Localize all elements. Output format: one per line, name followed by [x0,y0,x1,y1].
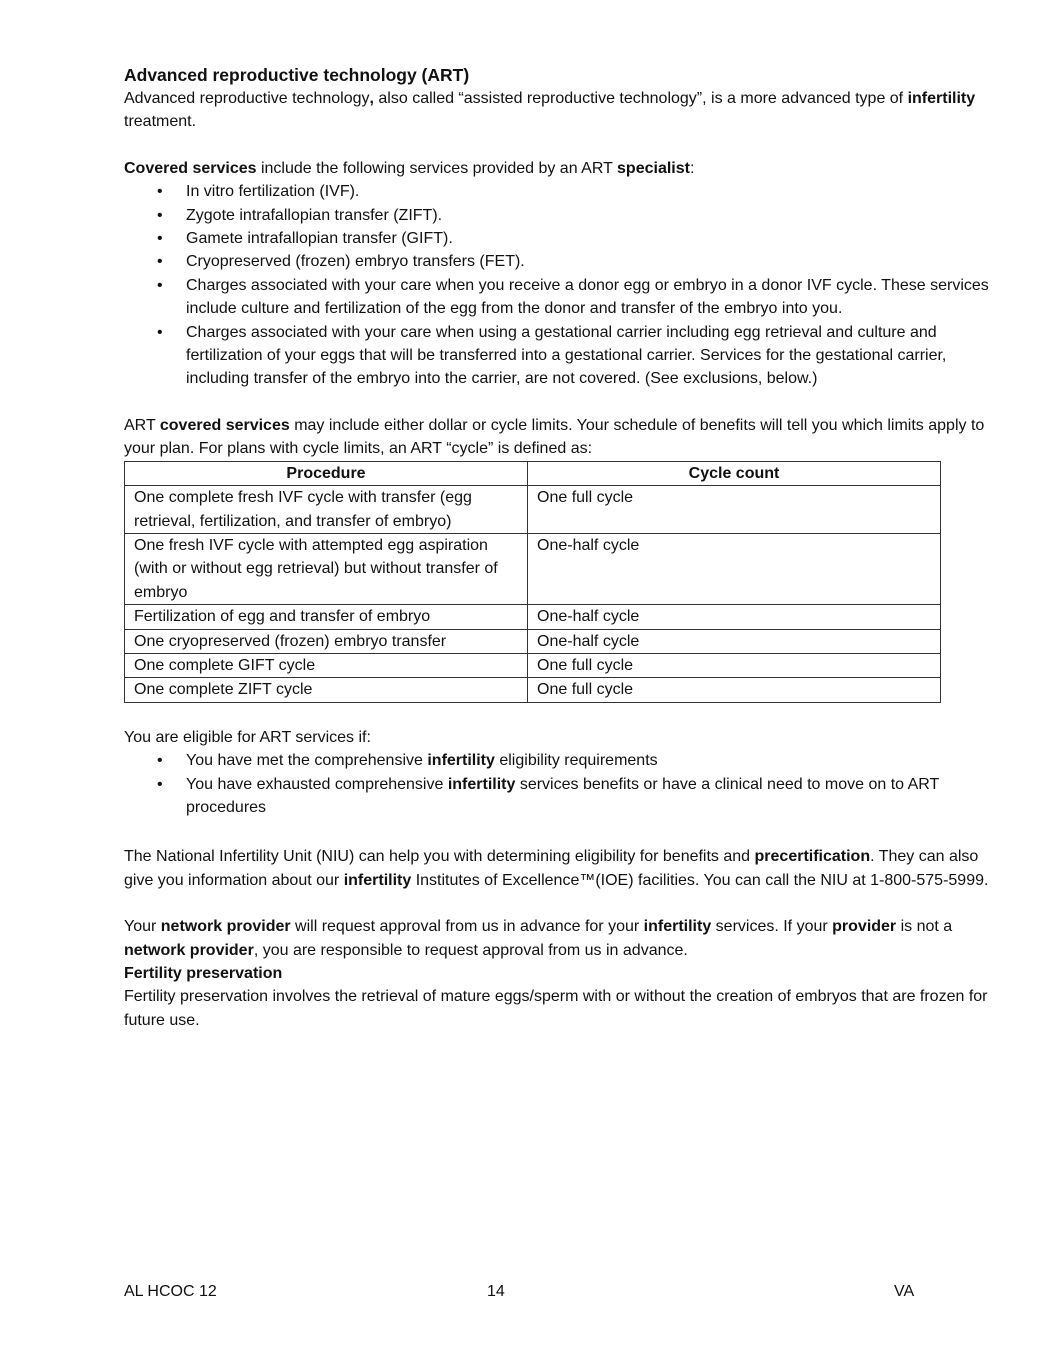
list-item [124,321,994,391]
covered-lead-colon: : [689,159,695,177]
infertility-bold: infertility [643,918,712,936]
provider-bold: provider [832,918,897,936]
niu-text: . They can also give you information about our [124,848,979,889]
network-provider-bold: network provider [124,941,254,959]
bullet-icon: • [157,775,163,793]
list-item-text: In vitro fertilization (IVF). [186,183,360,201]
list-item-text: Charges associated with your care when using a gestational carrier including egg retrieval and culture and fertilization of your eggs that will be transferred into a gestational carrier. Services for the gestational carrier, including transfer of the embryo into the carrier, are not covered. (See exclusions, below.) [186,323,947,388]
network-text: will request approval from us in advance for your [290,918,644,936]
intro-text-3: treatment. [124,113,197,131]
limits-paragraph [124,414,994,461]
section-heading: Advanced reproductive technology (ART) [124,65,470,85]
list-item-text: Charges associated with your care when you receive a donor egg or embryo in a donor IVF cycle. These services include culture and fertilization of the egg from the donor and transfer of the embryo into you. [186,276,989,318]
column-header-cycle-count: Cycle count [528,461,941,485]
table-row [125,533,941,604]
procedure-cell: One fresh IVF cycle with attempted egg aspiration (with or without egg retrieval) but without transfer of embryo [125,533,528,604]
eligibility-text: services benefits or have a clinical need to move on to ART procedures [186,775,940,816]
infertility-bold: infertility [343,871,412,889]
list-item-text: Gamete intrafallopian transfer (GIFT). [186,230,453,248]
table-row [125,605,941,629]
fertility-paragraph: Fertility preservation involves the retrieval of mature eggs/sperm with or without the creation of embryos that are frozen for future use. [124,988,988,1029]
eligibility-list [124,749,994,819]
bullet-icon: • [157,183,163,201]
list-item-text: Zygote intrafallopian transfer (ZIFT). [186,206,443,224]
cycle-table [124,461,941,703]
table-header-row [125,461,941,485]
intro-bold-infertility: infertility [907,90,976,107]
table-row [125,653,941,677]
list-item [124,204,994,227]
eligibility-text: eligibility requirements [494,752,658,770]
footer-doc-id: AL HCOC 12 [124,1283,217,1300]
niu-text: The National Infertility Unit (NIU) can help you with determining eligibility for benefits and [124,848,755,866]
eligibility-text: You have met the comprehensive [186,752,428,770]
list-item [124,749,994,772]
bullet-icon: • [157,752,163,770]
covered-services-list [124,180,994,391]
limits-text-1: ART [124,416,160,434]
niu-paragraph [124,845,994,892]
list-item [124,250,994,273]
eligibility-text: You have exhausted comprehensive [186,775,448,793]
network-text: , you are responsible to request approval from us in advance. [253,941,688,959]
network-text: is not a [896,918,953,936]
procedure-cell: One complete GIFT cycle [125,653,528,677]
bullet-icon: • [157,206,163,224]
limits-text-2: may include either dollar or cycle limits. Your schedule of benefits will tell you which limits apply to your plan. For plans with cycle limits, an ART “cycle” is defined as: [124,416,985,458]
cycle-count-cell: One-half cycle [528,629,941,653]
cycle-count-cell: One full cycle [528,678,941,702]
network-provider-bold: network provider [160,918,291,936]
table-row [125,678,941,702]
cycle-count-cell: One full cycle [528,653,941,677]
footer-state: VA [894,1283,915,1300]
eligibility-lead: You are eligible for ART services if: [124,728,371,746]
table-row [125,629,941,653]
footer-page-number: 14 [487,1283,505,1300]
procedure-cell: One complete ZIFT cycle [125,678,528,702]
bullet-icon: • [157,253,163,271]
list-item [124,274,994,321]
procedure-cell: One complete fresh IVF cycle with transfer (egg retrieval, fertilization, and transfer of embryo) [125,486,528,534]
fertility-heading-text: Fertility preservation [124,965,283,982]
fertility-heading [124,962,994,985]
column-header-procedure: Procedure [125,461,528,485]
limits-bold: covered services [159,416,290,434]
list-item [124,773,994,820]
list-item [124,227,994,250]
list-item-text: Cryopreserved (frozen) embryo transfers (FET). [186,253,525,271]
table-row [125,486,941,534]
cycle-count-cell: One-half cycle [528,533,941,604]
bullet-icon: • [157,276,163,294]
network-text: Your [124,918,161,936]
procedure-cell: Fertilization of egg and transfer of embryo [125,605,528,629]
network-text: services. If your [711,918,833,936]
cycle-count-cell: One-half cycle [528,605,941,629]
niu-text: Institutes of Excellence™(IOE) facilities. You can call the NIU at 1-800-575-5999. [411,871,989,889]
bullet-icon: • [157,230,163,248]
covered-services-bold: Covered services [124,159,257,177]
procedure-cell: One cryopreserved (frozen) embryo transfer [125,629,528,653]
intro-text-1: Advanced reproductive technology [124,90,370,107]
network-paragraph [124,915,994,962]
intro-text-2: also called “assisted reproductive technology”, is a more advanced type of [373,90,908,107]
covered-services-lead [124,157,994,180]
precertification-bold: precertification [754,848,871,866]
cycle-count-cell: One full cycle [528,486,941,534]
intro-paragraph [124,87,994,134]
intro-comma: , [369,90,374,107]
covered-lead-text: include the following services provided by an ART [256,159,618,177]
bullet-icon: • [157,323,163,341]
infertility-bold: infertility [427,752,495,770]
specialist-bold: specialist [617,159,690,177]
infertility-bold: infertility [447,775,516,793]
document-page [124,63,994,1032]
list-item [124,180,994,203]
